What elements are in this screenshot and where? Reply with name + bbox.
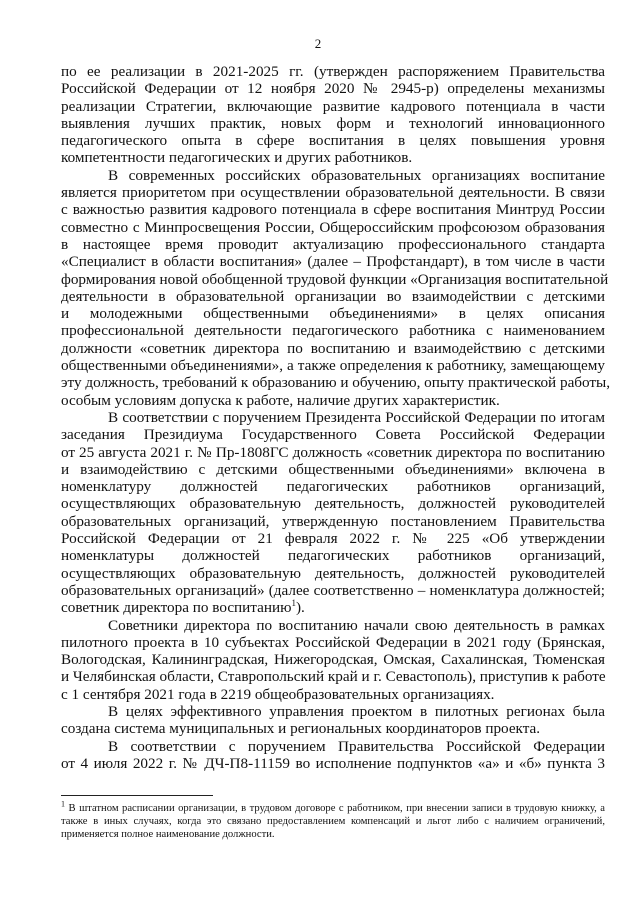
text-line: номенклатуры должностей педагогических работников организаций,: [61, 547, 605, 565]
document-body: [61, 63, 611, 772]
paragraph: [61, 738, 605, 773]
paragraph: [61, 409, 605, 617]
footnote-mark: 1: [61, 799, 65, 809]
text-line: Российской Федерации от 21 февраля 2022 г. № 225 «Об утверждении: [61, 530, 605, 548]
text-line: В соответствии с поручением Президента Российской Федерации по итогам: [108, 408, 605, 426]
text-line: осуществляющих образовательную деятельность, должностей руководителей: [61, 495, 605, 513]
text-line: от 4 июля 2022 г. № ДЧ-П8-11159 во исполнение подпунктов «а» и «б» пункта 3: [61, 754, 605, 772]
text-line: профессиональной деятельности педагогического работника с наименованием: [61, 322, 605, 340]
text-line: компетентности педагогических и других работников.: [61, 149, 413, 167]
text-line: номенклатуру должностей педагогических работников организаций,: [61, 478, 605, 496]
text-line: эту должность, требований к образованию и обучению, опыту практической работы,: [61, 374, 611, 392]
text-line: заседания Президиума Государственного Совета Российской Федерации: [61, 426, 605, 444]
text-line: В целях эффективного управления проектом в пилотных регионах была: [108, 702, 605, 720]
text-line: осуществляющих образовательную деятельность, должностей руководителей: [61, 564, 605, 582]
text-line: [61, 599, 605, 616]
paragraph: [61, 166, 611, 409]
text-line: создана система муниципальных и региональных координаторов проекта.: [61, 720, 541, 738]
page-number: 2: [314, 36, 322, 51]
footnote-line: применяется полное наименование должности.: [61, 829, 275, 840]
text-line: особым условиям допуска к работе, наличие других характеристик.: [61, 391, 500, 409]
text-line: выявления лучших практик, новых форм и технологий инновационного: [61, 114, 605, 132]
text-line: образовательных организаций» (далее соответственно – номенклатура должностей;: [61, 581, 605, 599]
text-line: «Специалист в области воспитания» (далее – Профстандарт), в том числе в части: [61, 253, 605, 271]
text-line: и Челябинская области, Ставропольский край и г. Севастополь), приступив к работе: [61, 668, 606, 686]
text-line: и взаимодействию с детскими общественными объединениями» включена в: [61, 460, 605, 478]
text-span: ).: [295, 599, 305, 617]
footnote: [61, 799, 605, 841]
text-line: деятельности в образовательной организации во взаимодействии с детскими: [61, 287, 605, 305]
text-line: с важностью развития кадрового потенциала в сфере воспитания Минтруд России: [61, 201, 605, 219]
text-line: является приоритетом при осуществлении образовательной деятельности. В связи: [61, 184, 605, 202]
paragraph: [61, 703, 605, 738]
text-line: и молодежными общественными объединениями» в целях описания: [61, 305, 605, 323]
text-line: пилотного проекта в 10 субъектах Российской Федерации в 2021 году (Брянская,: [61, 633, 605, 651]
footnote-line: [61, 799, 605, 815]
text-line: образовательных организаций, утвержденную постановлением Правительства: [61, 512, 605, 530]
text-line: совместно с Минпросвещения России, Общероссийским профсоюзом образования: [61, 218, 605, 236]
footnote-separator: [61, 795, 213, 796]
text-line: Советники директора по воспитанию начали свою деятельность в рамках: [108, 616, 605, 634]
text-span: советник директора по воспитанию: [61, 599, 292, 617]
text-line: В соответствии с поручением Правительства Российской Федерации: [108, 737, 605, 755]
text-line: педагогического опыта в сфере воспитания в целях повышения уровня: [61, 132, 605, 150]
text-line: по ее реализации в 2021-2025 гг. (утвержден распоряжением Правительства: [61, 63, 605, 80]
text-line: В современных российских образовательных организациях воспитание: [108, 166, 605, 184]
footnote-reference[interactable]: 1: [291, 598, 296, 609]
text-line: формирования новой обобщенной трудовой функции «Организация воспитательной: [61, 270, 609, 288]
text-line: с 1 сентября 2021 года в 2219 общеобразовательных организациях.: [61, 685, 495, 703]
paragraph: [61, 617, 605, 703]
text-line: общественными объединениями», а также определения к работнику, замещающему: [61, 357, 605, 375]
text-line: в настоящее время проводит актуализацию профессионального стандарта: [61, 235, 605, 253]
text-line: Вологодская, Калининградская, Нижегородская, Омская, Сахалинская, Тюменская: [61, 651, 605, 669]
footnote-line: также в иных случаях, когда это связано предоставлением компенсаций и льгот либо с наличием ограничений,: [61, 816, 605, 827]
text-line: реализации Стратегии, включающие развитие кадрового потенциала в части: [61, 97, 605, 115]
text-line: Российской Федерации от 12 ноября 2020 № 2945-р) определены механизмы: [61, 80, 605, 98]
text-span: В штатном расписании организации, в трудовом договоре с работником, при внесении записи в трудовую книжку, а: [68, 803, 605, 814]
paragraph: [61, 63, 605, 167]
text-line: от 25 августа 2021 г. № Пр-1808ГС должность «советник директора по воспитанию: [61, 443, 605, 461]
text-line: должности «советник директора по воспитанию и взаимодействию с детскими: [61, 339, 605, 357]
